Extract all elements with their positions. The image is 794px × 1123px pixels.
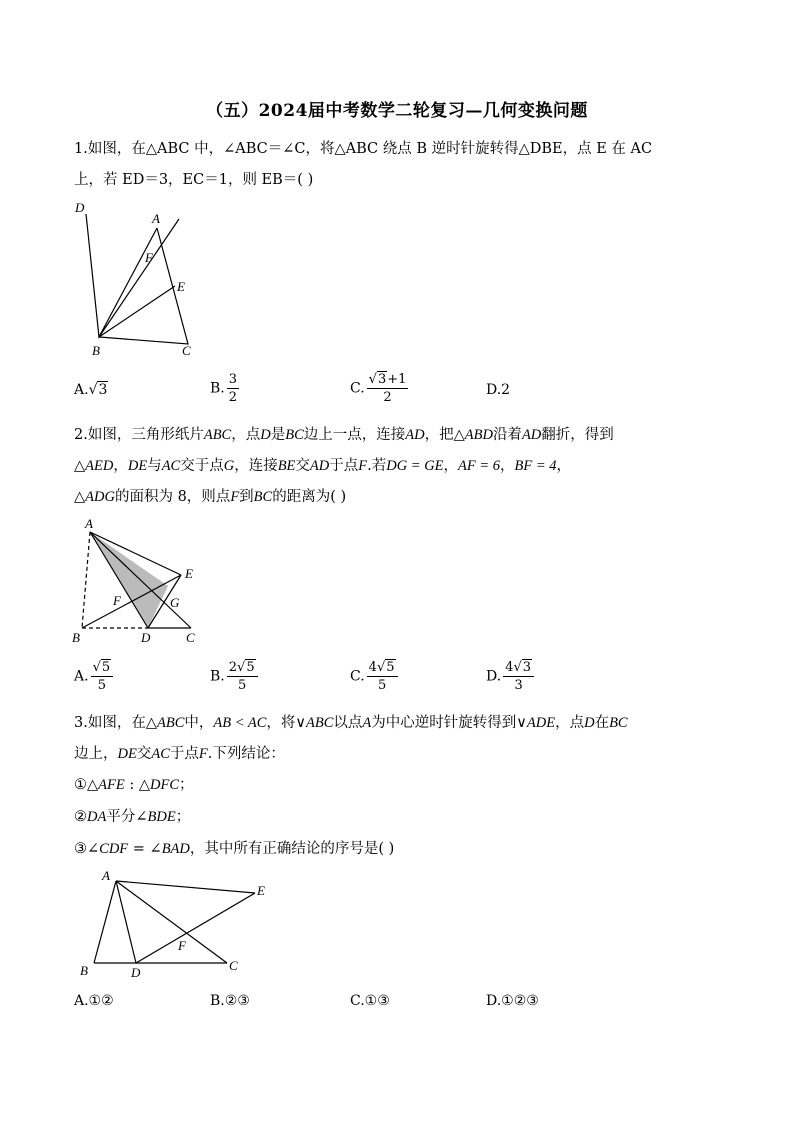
q2-label-C: C (186, 630, 195, 645)
q2-label-G: G (170, 595, 180, 610)
q1-label-B: B (92, 343, 100, 358)
q1-label-C: C (182, 343, 191, 358)
q3-label-C: C (229, 958, 238, 973)
q1-option-b: B. $\frac{3}{2}$ (210, 372, 238, 405)
q2-label-A: A (85, 516, 93, 531)
q1-label-F: F (145, 250, 153, 265)
q1-label-E: E (177, 279, 185, 294)
q3-label-F: F (178, 938, 186, 953)
q2-label-D: D (141, 630, 151, 645)
q2-label-F: F (113, 593, 121, 608)
q2-line-3: △ADG的面积为 8，则点F到BC的距离为( ) (74, 489, 347, 505)
q1-label-A: A (152, 211, 160, 226)
q2-line-2: △AED，DE与AC交于点G，连接BE交AD于点F.若DG = GE，AF = 6，BF = 4， (74, 458, 572, 474)
q1-option-c: C. $\frac{√3+1}{2}$ (350, 372, 407, 405)
q2-label-E: E (185, 566, 193, 581)
q3-label-B: B (80, 963, 88, 978)
q1-option-d: D.2 (486, 382, 511, 398)
q3-option-b: B.②③ (210, 993, 250, 1009)
q2-option-c: C. $\frac{4√5}{5}$ (350, 660, 398, 693)
q3-option-a: A.①② (74, 993, 114, 1009)
q3-label-A: A (102, 868, 110, 883)
q2-figure (68, 512, 208, 647)
q3-conclusion-1: ①△AFE : △DFC； (74, 777, 194, 793)
q3-conclusion-2: ②DA平分∠BDE； (74, 809, 191, 825)
q1-line-1: 1.如图，在△ABC 中，∠ABC＝∠C，将△ABC 绕点 B 逆时针旋转得△DBE，点 E 在 AC (74, 141, 653, 157)
q3-conclusion-3: ③∠CDF = ∠BAD，其中所有正确结论的序号是( ) (74, 841, 395, 857)
q1-option-a: A.√3 (74, 382, 108, 398)
q3-label-E: E (257, 883, 265, 898)
q1-label-D: D (75, 200, 85, 215)
q2-option-a: A. $\frac{√5}{5}$ (74, 660, 113, 693)
q2-label-B: B (72, 630, 80, 645)
q3-line-2: 边上，DE交AC于点F.下列结论： (74, 746, 285, 762)
page-title: （五）2024届中考数学二轮复习—几何变换问题 (206, 101, 588, 121)
q2-option-b: B. $\frac{2√5}{5}$ (210, 660, 258, 693)
q3-option-d: D.①②③ (486, 993, 539, 1009)
q2-line-1: 2.如图，三角形纸片ABC，点D是BC边上一点，连接AD，把△ABD沿着AD翻折，得到 (74, 427, 614, 443)
q3-figure (74, 862, 284, 982)
q3-line-1: 3.如图，在△ABC中，AB < AC，将∨ABC以点A为中心逆时针旋转得到∨ADE，点D在BC (74, 715, 628, 731)
q3-option-c: C.①③ (350, 993, 390, 1009)
q2-option-d: D. $\frac{4√3}{3}$ (486, 660, 534, 693)
q3-label-D: D (131, 965, 141, 980)
q1-figure (70, 198, 210, 364)
q1-line-2: 上，若 ED＝3，EC＝1，则 EB＝( ) (74, 172, 314, 188)
